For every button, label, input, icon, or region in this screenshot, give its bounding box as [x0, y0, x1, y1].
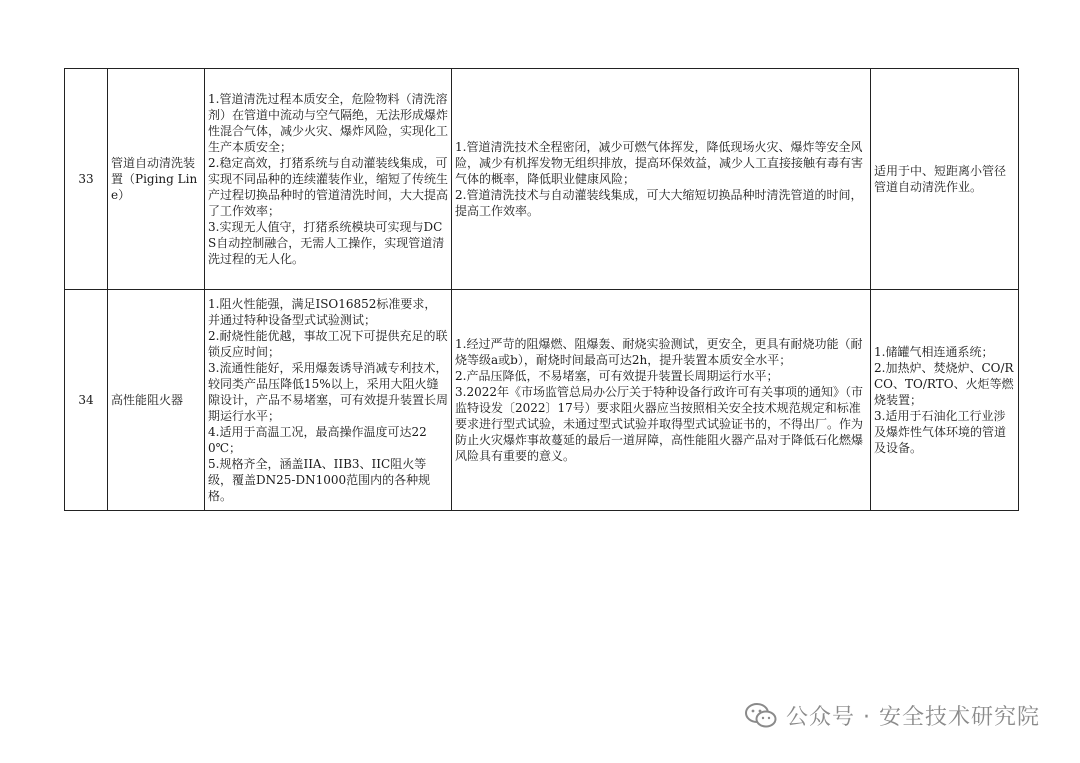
row-number: 34 — [65, 290, 108, 511]
equipment-name: 高性能阻火器 — [108, 290, 205, 511]
watermark-text: 公众号 · 安全技术研究院 — [786, 705, 1040, 730]
table-row — [65, 69, 1019, 290]
equipment-name: 管道自动清洗装置（Piging Line） — [108, 69, 205, 290]
advantages-cell: 1.经过严苛的阻爆燃、阻爆轰、耐烧实验测试，更安全，更具有耐烧功能（耐烧等级a或b），耐烧时间最高可达2h，提升装置本质安全水平； 2.产品压降低，不易堵塞，可有效提升装置长周期运行水平； 3.2022年《市场监管总局办公厅关于特种设备行政许可有关事项的通知》（市监特设发〔2022〕17号）要求阻火器应当按照相关安全技术规范规定和标准要求进行型式试验，未通过型式试验并取得型式试验证书的，不得出厂。作为防止火灾爆炸事故蔓延的最后一道屏障，高性能阻火器产品对于降低石化燃爆风险具有重要的意义。 — [452, 290, 871, 511]
row-number: 33 — [65, 69, 108, 290]
features-cell: 1.阻火性能强，满足ISO16852标准要求，并通过特种设备型式试验测试； 2.耐烧性能优越，事故工况下可提供充足的联锁反应时间； 3.流通性能好，采用爆轰诱导消减专利技术，较同类产品压降低15%以上，采用大阻火缝隙设计，产品不易堵塞，可有效提升装置长周期运行水平； 4.适用于高温工况，最高操作温度可达220℃； 5.规格齐全，涵盖IIA、IIB3、IIC阻火等级，覆盖DN25-DN1000范围内的各种规格。 — [205, 290, 452, 511]
scope-cell: 1.储罐气相连通系统； 2.加热炉、焚烧炉、CO/RCO、TO/RTO、火炬等燃烧装置； 3.适用于石油化工行业涉及爆炸性气体环境的管道及设备。 — [871, 290, 1019, 511]
table-row — [65, 290, 1019, 511]
watermark — [744, 700, 1040, 731]
features-cell: 1.管道清洗过程本质安全，危险物料（清洗溶剂）在管道中流动与空气隔绝，无法形成爆炸性混合气体，减少火灾、爆炸风险，实现化工生产本质安全； 2.稳定高效，打猪系统与自动灌装线集成，可实现不同品种的连续灌装作业，缩短了传统生产过程切换品种时的管道清洗时间，大大提高了工作效率； 3.实现无人值守，打猪系统模块可实现与DCS自动控制融合，无需人工操作，实现管道清洗过程的无人化。 — [205, 69, 452, 290]
scope-cell: 适用于中、短距离小管径管道自动清洗作业。 — [871, 69, 1019, 290]
technology-table — [64, 68, 1019, 511]
wechat-icon — [744, 702, 778, 730]
advantages-cell: 1.管道清洗技术全程密闭，减少可燃气体挥发，降低现场火灾、爆炸等安全风险，减少有机挥发物无组织排放，提高环保效益，减少人工直接接触有毒有害气体的概率，降低职业健康风险； 2.管道清洗技术与自动灌装线集成，可大大缩短切换品种时清洗管道的时间，提高工作效率。 — [452, 69, 871, 290]
